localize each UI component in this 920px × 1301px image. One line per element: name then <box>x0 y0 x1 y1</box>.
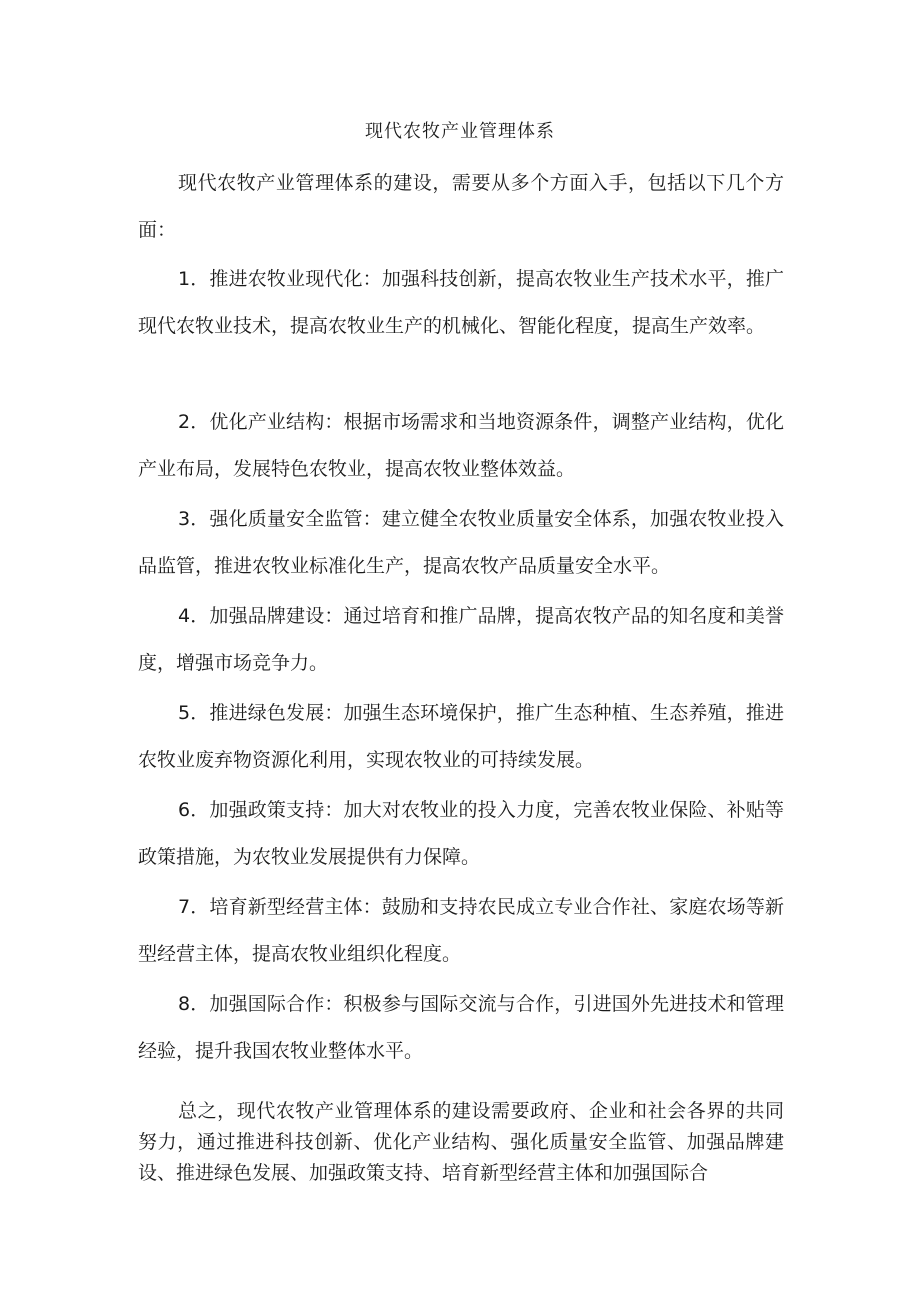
list-item: 2．优化产业结构：根据市场需求和当地资源条件，调整产业结构，优化产业布局，发展特色农牧业，提高农牧业整体效益。 <box>138 411 784 480</box>
list-item: 6．加强政策支持：加大对农牧业的投入力度，完善农牧业保险、补贴等政策措施，为农牧业发展提供有力保障。 <box>138 799 784 868</box>
list-item: 8．加强国际合作：积极参与国际交流与合作，引进国外先进技术和管理经验，提升我国农牧业整体水平。 <box>138 993 784 1062</box>
list-item: 4．加强品牌建设：通过培育和推广品牌，提高农牧产品的知名度和美誉度，增强市场竞争力。 <box>138 605 784 674</box>
list-item: 3．强化质量安全监管：建立健全农牧业质量安全体系，加强农牧业投入品监管，推进农牧业标准化生产，提高农牧产品质量安全水平。 <box>138 508 784 577</box>
intro-paragraph: 现代农牧产业管理体系的建设，需要从多个方面入手，包括以下几个方面： <box>138 172 784 241</box>
document-title: 现代农牧产业管理体系 <box>365 121 555 142</box>
list-item: 7．培育新型经营主体：鼓励和支持农民成立专业合作社、家庭农场等新型经营主体，提高农牧业组织化程度。 <box>138 896 784 965</box>
list-item: 5．推进绿色发展：加强生态环境保护，推广生态种植、生态养殖，推进农牧业废弃物资源化利用，实现农牧业的可持续发展。 <box>138 702 784 771</box>
list-item: 1．推进农牧业现代化：加强科技创新，提高农牧业生产技术水平，推广现代农牧业技术，提高农牧业生产的机械化、智能化程度，提高生产效率。 <box>138 268 784 337</box>
summary-paragraph: 总之，现代农牧产业管理体系的建设需要政府、企业和社会各界的共同努力，通过推进科技创新、优化产业结构、强化质量安全监管、加强品牌建设、推进绿色发展、加强政策支持、培育新型经营主体和加强国际合 <box>138 1100 784 1184</box>
